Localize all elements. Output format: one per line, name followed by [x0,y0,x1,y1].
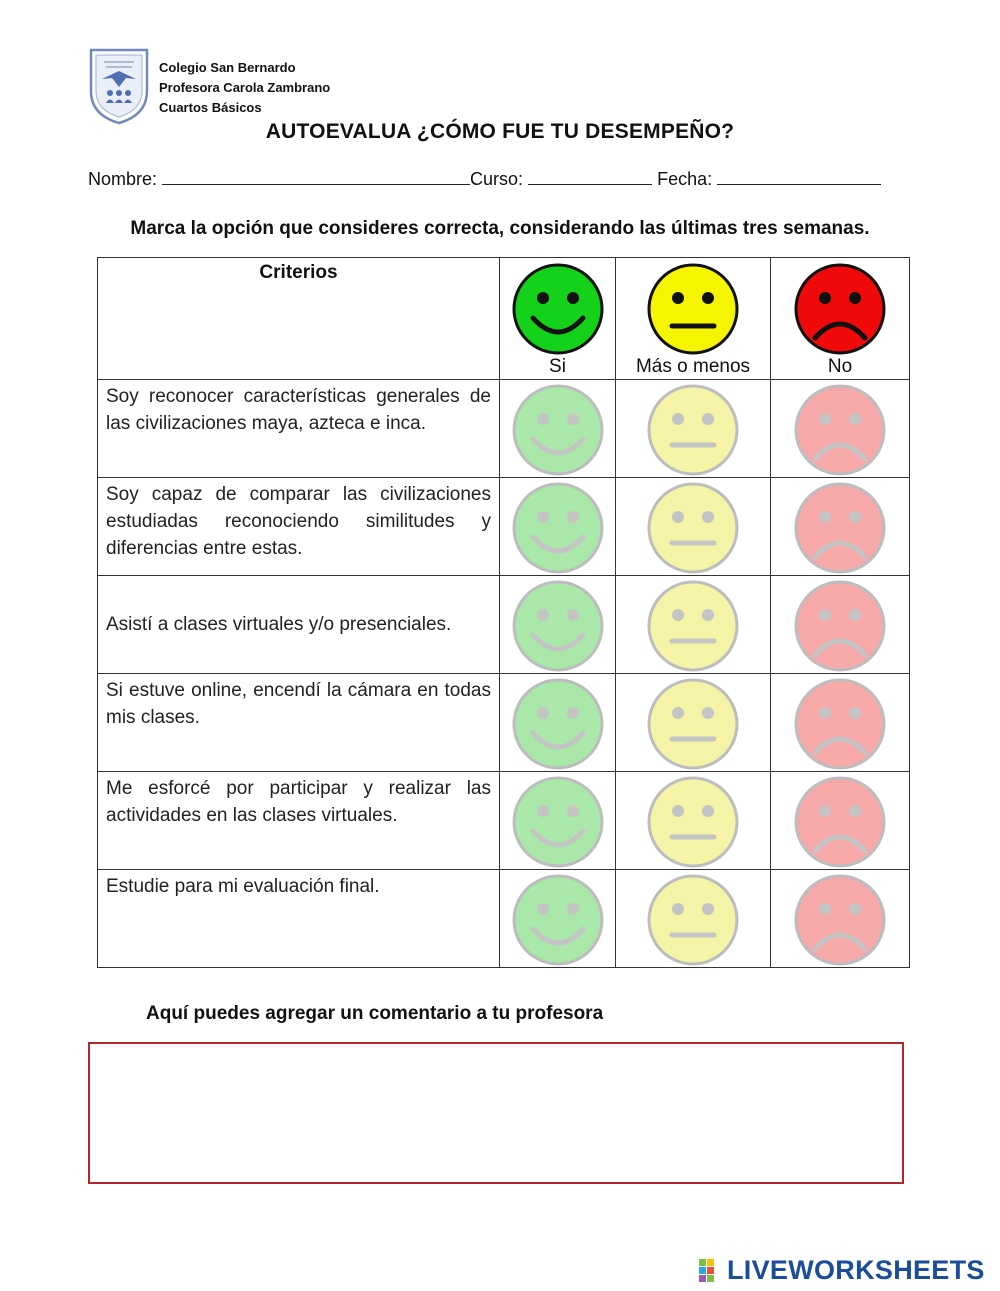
sad-face-option-icon[interactable] [793,481,887,575]
happy-face-option-icon[interactable] [511,383,605,477]
curso-label: Curso: [470,169,524,189]
comment-label: Aquí puedes agregar un comentario a tu profesora [146,1003,604,1024]
sad-face-option-icon[interactable] [793,579,887,673]
criterion-text: Estudie para mi evaluación final. [98,870,500,968]
happy-face-option-icon[interactable] [511,579,605,673]
criterion-row [98,576,910,674]
criterion-row [98,380,910,478]
happy-face-option-icon[interactable] [511,677,605,771]
school-name: Colegio San Bernardo [159,60,296,75]
instruction-text: Marca la opción que consideres correcta, considerando las últimas tres semanas. [130,218,870,239]
liveworksheets-brand [698,1255,985,1286]
sad-face-option-icon[interactable] [793,677,887,771]
nombre-label: Nombre: [88,169,158,189]
option-header-mas-o-menos [616,258,771,380]
criterion-row [98,674,910,772]
option-label-si: Si [549,356,566,377]
option-label-no: No [827,356,853,377]
criterion-text: Soy capaz de comparar las civilizaciones estudiadas reconociendo similitudes y diferencias entre estas. [98,478,500,576]
student-fields-row [88,166,881,190]
table-header-row [98,258,910,380]
school-crest-logo [88,47,150,125]
neutral-face-option-icon[interactable] [646,383,740,477]
criterion-text: Asistí a clases virtuales y/o presenciales. [98,576,500,674]
neutral-face-option-icon[interactable] [646,775,740,869]
comment-textarea[interactable] [88,1042,904,1184]
nombre-blank-field[interactable] [162,166,470,185]
neutral-face-option-icon[interactable] [646,579,740,673]
fecha-blank-field[interactable] [717,166,881,185]
liveworksheets-logo-icon [698,1258,724,1284]
sad-face-option-icon[interactable] [793,873,887,967]
sad-face-option-icon[interactable] [793,383,887,477]
criterion-row [98,870,910,968]
criterion-text: Me esforcé por participar y realizar las actividades en las clases virtuales. [98,772,500,870]
brand-name: LIVEWORKSHEETS [727,1255,985,1285]
sad-face-icon [793,262,887,356]
teacher-name: Profesora Carola Zambrano [159,80,331,95]
criterion-row [98,772,910,870]
neutral-face-option-icon[interactable] [646,677,740,771]
self-assessment-table [97,257,910,968]
happy-face-option-icon[interactable] [511,481,605,575]
sad-face-option-icon[interactable] [793,775,887,869]
criteria-header: Criterios [98,258,500,380]
option-label-mas-o-menos: Más o menos [635,356,751,377]
option-header-si [500,258,616,380]
curso-blank-field[interactable] [528,166,652,185]
neutral-face-icon [646,262,740,356]
happy-face-icon [511,262,605,356]
option-header-no [771,258,910,380]
happy-face-option-icon[interactable] [511,775,605,869]
neutral-face-option-icon[interactable] [646,873,740,967]
happy-face-option-icon[interactable] [511,873,605,967]
criterion-row [98,478,910,576]
grade-level: Cuartos Básicos [159,100,262,115]
fecha-label: Fecha: [657,169,713,189]
school-info [159,58,330,118]
criterion-text: Soy reconocer características generales de las civilizaciones maya, azteca e inca. [98,380,500,478]
neutral-face-option-icon[interactable] [646,481,740,575]
page-title: AUTOEVALUA ¿CÓMO FUE TU DESEMPEÑO? [265,120,735,143]
criterion-text: Si estuve online, encendí la cámara en todas mis clases. [98,674,500,772]
